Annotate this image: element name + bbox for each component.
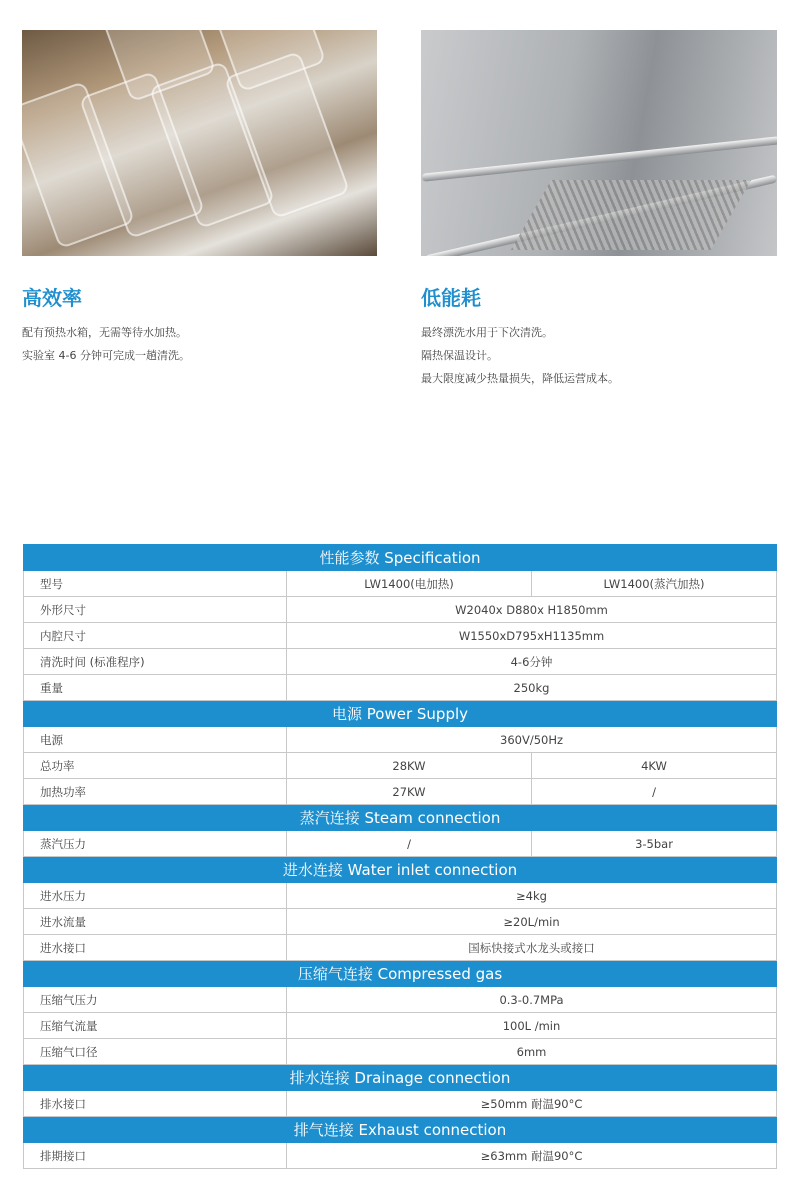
cell: ≥4kg	[287, 883, 777, 909]
section-title: 排气连接 Exhaust connection	[24, 1117, 777, 1143]
feature-line: 隔热保温设计。	[421, 349, 498, 362]
row-label: 压缩气压力	[24, 987, 287, 1013]
table-row	[24, 909, 777, 935]
table-row	[24, 753, 777, 779]
cell: ≥63mm 耐温90°C	[287, 1143, 777, 1169]
row-label: 进水流量	[24, 909, 287, 935]
product-photo-racks	[22, 30, 377, 256]
table-row	[24, 1091, 777, 1117]
section-header	[24, 857, 777, 883]
table-row	[24, 597, 777, 623]
cell: 0.3-0.7MPa	[287, 987, 777, 1013]
cell: ≥20L/min	[287, 909, 777, 935]
table-row	[24, 1013, 777, 1039]
product-photo-chamber	[421, 30, 777, 256]
cell: ≥50mm 耐温90°C	[287, 1091, 777, 1117]
cell: LW1400(电加热)	[287, 571, 532, 597]
feature-title: 高效率	[22, 286, 82, 310]
table-row	[24, 649, 777, 675]
row-label: 压缩气流量	[24, 1013, 287, 1039]
section-header	[24, 805, 777, 831]
cell: /	[287, 831, 532, 857]
row-label: 总功率	[24, 753, 287, 779]
cell: 360V/50Hz	[287, 727, 777, 753]
section-header	[24, 961, 777, 987]
table-row	[24, 727, 777, 753]
cell: 250kg	[287, 675, 777, 701]
table-row	[24, 675, 777, 701]
row-label: 外形尺寸	[24, 597, 287, 623]
cell: 国标快接式水龙头或接口	[287, 935, 777, 961]
feature-efficiency	[22, 282, 190, 367]
section-title: 进水连接 Water inlet connection	[24, 857, 777, 883]
table-row	[24, 1143, 777, 1169]
row-label: 重量	[24, 675, 287, 701]
row-label: 加热功率	[24, 779, 287, 805]
row-label: 排水接口	[24, 1091, 287, 1117]
row-label: 蒸汽压力	[24, 831, 287, 857]
row-label: 进水接口	[24, 935, 287, 961]
section-title: 蒸汽连接 Steam connection	[24, 805, 777, 831]
section-title: 压缩气连接 Compressed gas	[24, 961, 777, 987]
table-row	[24, 831, 777, 857]
section-title: 性能参数 Specification	[24, 545, 777, 571]
cell: 4KW	[532, 753, 777, 779]
section-header	[24, 701, 777, 727]
cell: 3-5bar	[532, 831, 777, 857]
row-label: 型号	[24, 571, 287, 597]
row-label: 压缩气口径	[24, 1039, 287, 1065]
feature-line: 实验室 4-6 分钟可完成一趟清洗。	[22, 349, 190, 362]
cell: 27KW	[287, 779, 532, 805]
row-label: 进水压力	[24, 883, 287, 909]
feature-line: 最终漂洗水用于下次清洗。	[421, 326, 553, 339]
table-row	[24, 571, 777, 597]
row-label: 电源	[24, 727, 287, 753]
table-row	[24, 935, 777, 961]
spec-table	[23, 544, 777, 1169]
cell: 100L /min	[287, 1013, 777, 1039]
row-label: 排期接口	[24, 1143, 287, 1169]
cell: 28KW	[287, 753, 532, 779]
cell: 6mm	[287, 1039, 777, 1065]
cell: /	[532, 779, 777, 805]
table-row	[24, 623, 777, 649]
section-title: 电源 Power Supply	[24, 701, 777, 727]
feature-line: 最大限度减少热量损失，降低运营成本。	[421, 372, 619, 385]
cell: W1550xD795xH1135mm	[287, 623, 777, 649]
cell: 4-6分钟	[287, 649, 777, 675]
table-row	[24, 1039, 777, 1065]
feature-line: 配有预热水箱，无需等待水加热。	[22, 326, 187, 339]
row-label: 内腔尺寸	[24, 623, 287, 649]
section-header	[24, 1065, 777, 1091]
cell: W2040x D880x H1850mm	[287, 597, 777, 623]
table-row	[24, 987, 777, 1013]
table-row	[24, 779, 777, 805]
section-header	[24, 1117, 777, 1143]
row-label: 清洗时间 (标准程序)	[24, 649, 287, 675]
feature-title: 低能耗	[421, 286, 481, 310]
cell: LW1400(蒸汽加热)	[532, 571, 777, 597]
section-title: 排水连接 Drainage connection	[24, 1065, 777, 1091]
table-row	[24, 883, 777, 909]
feature-energy	[421, 282, 619, 390]
section-header	[24, 545, 777, 571]
